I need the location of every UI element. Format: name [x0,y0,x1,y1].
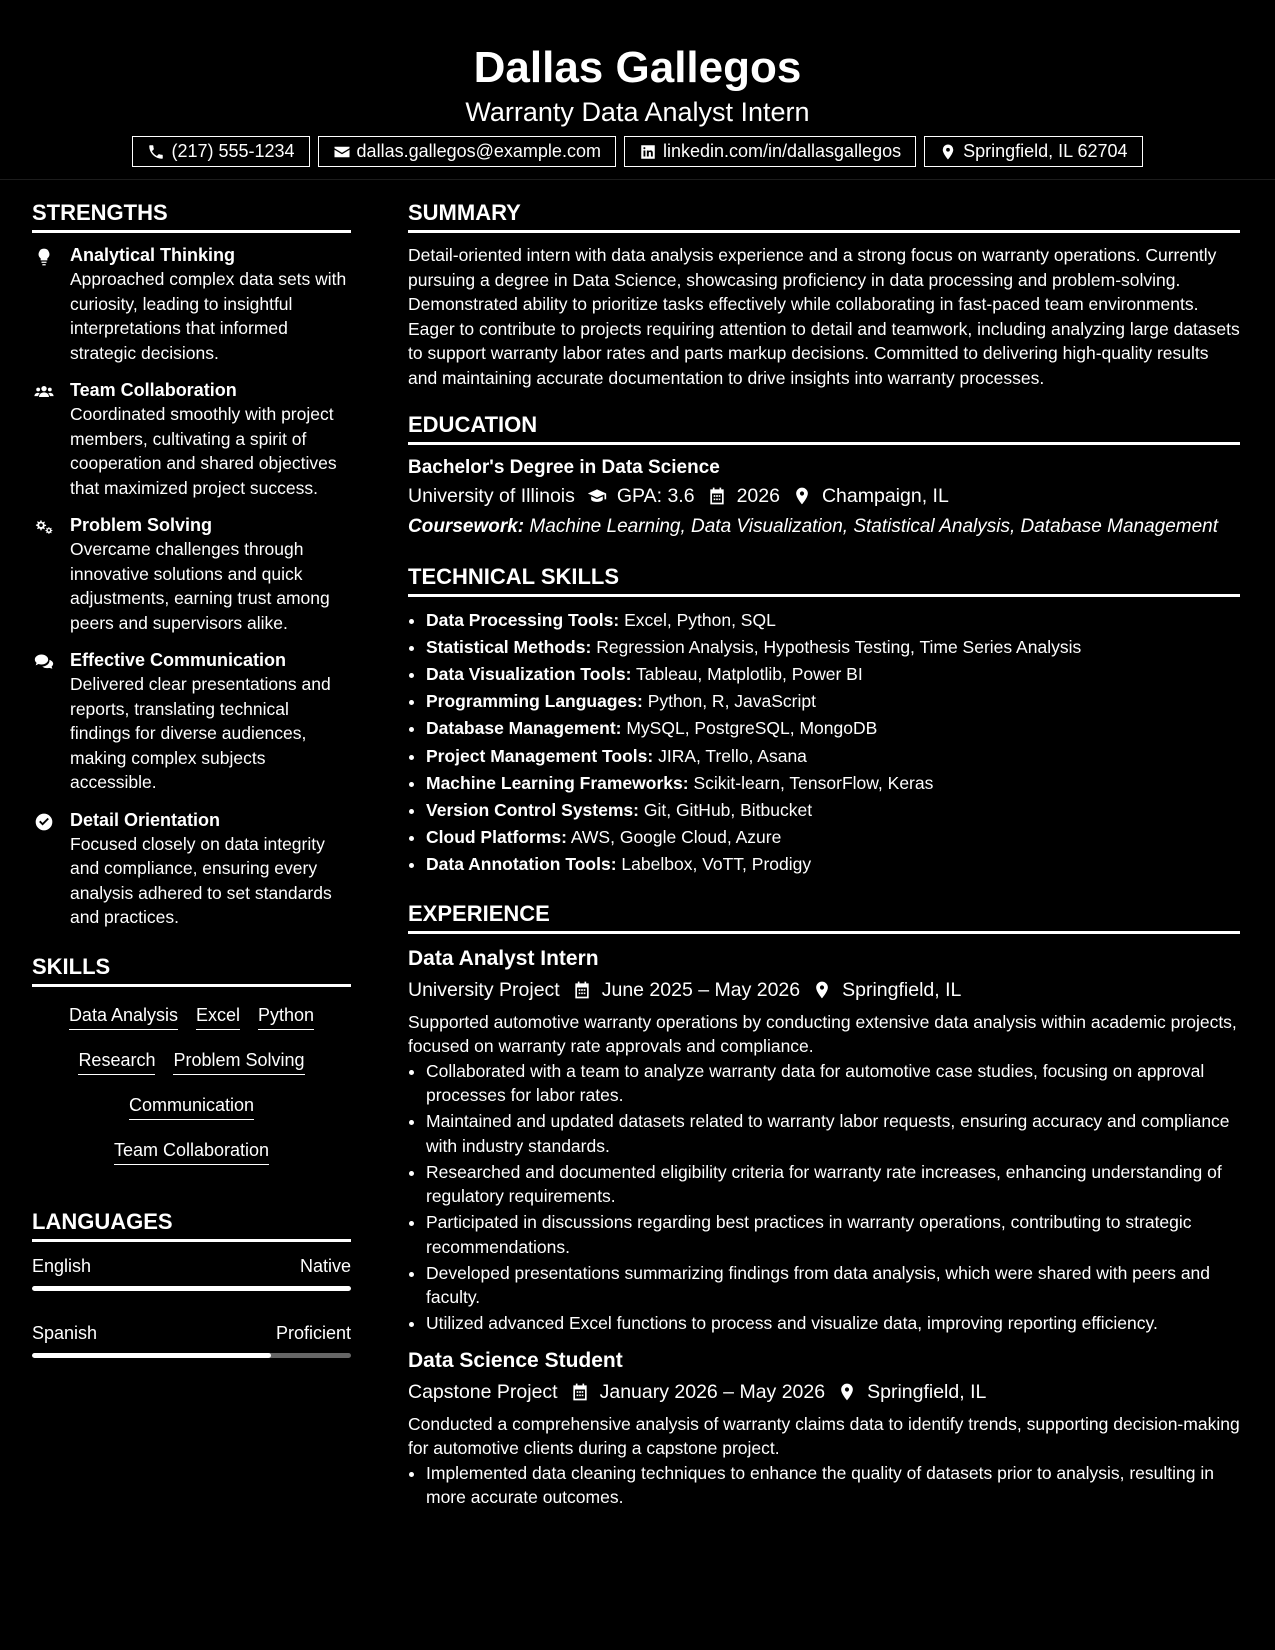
linkedin-icon [639,143,657,161]
linkedin-text: linkedin.com/in/dallasgallegos [662,141,902,161]
strength-item [32,808,351,930]
phone-icon [147,143,165,161]
strengths-heading: STRENGTHS [32,198,351,233]
list-item: • Data Annotation Tools: Labelbox, VoTT, Prodigy [426,851,1240,878]
language-name: English [32,1255,92,1276]
map-pin-icon [812,980,832,1000]
left-column [32,198,351,1380]
education-heading: EDUCATION [408,410,1240,445]
list-item: • Data Visualization Tools: Tableau, Matplotlib, Power BI [426,661,1240,688]
skill-tag: Research [78,1048,155,1075]
strength-title: Detail Orientation [70,809,221,830]
map-pin-icon [939,143,957,161]
language-level: Proficient [275,1322,351,1343]
language-proficiency-fill [32,1286,351,1291]
experience-entry [408,944,1240,1336]
list-item: • Statistical Methods: Regression Analysis, Hypothesis Testing, Time Series Analysis [426,634,1240,661]
coursework-label: Coursework: [408,516,525,537]
job-title: Data Science Student [408,1348,623,1372]
languages-heading: LANGUAGES [32,1207,351,1242]
strength-title: Effective Communication [70,650,287,670]
language-proficiency-bar [32,1353,351,1358]
resume-header [0,0,1275,180]
summary-heading: SUMMARY [408,198,1240,233]
list-item: • Utilized advanced Excel functions to process and visualize data, improving reporting efficiency. [426,1311,1240,1336]
location-text: Springfield, IL 62704 [963,141,1128,161]
contact-email[interactable] [318,136,616,167]
strength-item [32,648,351,795]
skills-list [32,997,351,1165]
calendar-icon [570,1382,590,1402]
skill-tag: Communication [129,1093,254,1120]
strength-desc: Coordinated smoothly with project members, cultivating a spirit of cooperation and shared objectives that maximized project success. [70,404,337,498]
strength-desc: Delivered clear presentations and reports, translating technical findings for diverse audiences, making complex subjects accessible. [70,674,331,792]
email-text: dallas.gallegos@example.com [356,141,601,161]
candidate-headline: Warranty Data Analyst Intern [465,97,810,127]
check-circle-icon [34,812,54,832]
education-coursework [408,515,1240,540]
education-year: 2026 [736,485,780,507]
strength-item [32,378,351,500]
language-proficiency-fill [32,1353,271,1358]
calendar-icon [572,980,592,1000]
job-description: Conducted a comprehensive analysis of warranty claims data to identify trends, supporting decision-making for automotive clients during a capstone project. [408,1413,1240,1459]
graduation-cap-icon [587,486,607,506]
list-item: • Database Management: MySQL, PostgreSQL, MongoDB [426,715,1240,742]
education-location: Champaign, IL [821,485,949,507]
list-item: • Researched and documented eligibility criteria for warranty rate increases, enhancing understanding of regulatory requirements. [426,1160,1240,1209]
list-item: • Developed presentations summarizing findings from data analysis, which were shared with peers and faculty. [426,1261,1240,1310]
language-proficiency-bar [32,1286,351,1291]
right-column [408,198,1240,1520]
job-meta [408,974,1240,1006]
skill-tag: Problem Solving [173,1048,304,1075]
job-description: Supported automotive warranty operations by conducting extensive data analysis within academic projects, focused on warranty rate approvals and compliance. [408,1011,1237,1057]
job-bullets [408,1059,1240,1336]
list-item: • Participated in discussions regarding best practices in warranty operations, contributing to strategic recommendations. [426,1210,1240,1259]
list-item: • Data Processing Tools: Excel, Python, SQL [426,607,1240,634]
job-dates: January 2026 – May 2026 [599,1380,826,1403]
lightbulb-icon [34,247,54,267]
gears-icon [34,517,54,537]
list-item: • Version Control Systems: Git, GitHub, Bitbucket [426,797,1240,824]
job-title: Data Analyst Intern [408,946,599,970]
strength-title: Problem Solving [70,515,213,535]
comments-icon [34,652,54,672]
job-org: University Project [408,978,560,1001]
technical-skills-list [408,607,1240,879]
contact-location[interactable] [924,136,1142,167]
strength-item [32,243,351,365]
language-item [32,1254,351,1291]
list-item: • Maintained and updated datasets related to warranty labor requests, ensuring accuracy and compliance with industry standards. [426,1109,1240,1158]
contact-bar [0,136,1275,167]
list-item: • Programming Languages: Python, R, JavaScript [426,688,1240,715]
job-dates: June 2025 – May 2026 [601,978,801,1001]
language-item [32,1321,351,1358]
map-pin-icon [792,486,812,506]
coursework-text: Machine Learning, Data Visualization, Statistical Analysis, Database Management [529,516,1219,537]
users-icon [34,382,54,402]
job-org: Capstone Project [408,1380,558,1403]
strength-desc: Approached complex data sets with curiosity, leading to insightful interpretations that informed strategic decisions. [70,269,347,363]
strength-desc: Overcame challenges through innovative solutions and quick adjustments, earning trust among peers and supervisors alike. [70,539,330,633]
job-meta [408,1376,1240,1408]
candidate-name: Dallas Gallegos [473,43,802,92]
education-meta [408,481,1240,511]
strength-title: Team Collaboration [70,380,237,400]
strength-item [32,513,351,635]
list-item: • Project Management Tools: JIRA, Trello, Asana [426,743,1240,770]
contact-phone[interactable] [132,136,309,167]
envelope-icon [333,143,351,161]
education-school: University of Illinois [408,485,575,507]
skill-tag: Excel [196,1003,240,1030]
education-gpa: GPA: 3.6 [616,485,695,507]
language-name: Spanish [32,1322,98,1343]
job-location: Springfield, IL [842,978,962,1001]
experience-heading: EXPERIENCE [408,899,1240,934]
job-location: Springfield, IL [867,1380,987,1403]
skill-tag: Team Collaboration [114,1138,269,1165]
phone-text: (217) 555-1234 [171,141,295,161]
skills-heading: SKILLS [32,952,351,987]
list-item: • Machine Learning Frameworks: Scikit-learn, TensorFlow, Keras [426,770,1240,797]
job-bullets [408,1461,1240,1510]
summary-text: Detail-oriented intern with data analysis experience and a strong focus on warranty operations. Currently pursuing a degree in Data Science, showcasing proficiency in data processing and problem-solving. Demonstrated ability to prioritize tasks effectively while collaborating in fast-paced team environments. Eager to contribute to projects requiring attention to detail and teamwork, including analyzing large datasets to support warranty labor rates and parts markup decisions. Committed to delivering high-quality results and maintaining accurate documentation to drive insights into warranty processes. [408,245,1240,388]
map-pin-icon [837,1382,857,1402]
strength-desc: Focused closely on data integrity and compliance, ensuring every analysis adhered to set standards and practices. [70,833,332,927]
contact-linkedin[interactable] [624,136,916,167]
list-item: • Implemented data cleaning techniques to enhance the quality of datasets prior to analysis, resulting in more accurate outcomes. [426,1461,1240,1510]
skill-tag: Data Analysis [69,1003,178,1030]
language-level: Native [299,1255,351,1276]
strength-title: Analytical Thinking [70,245,236,265]
experience-entry [408,1346,1240,1510]
calendar-icon [707,486,727,506]
list-item: • Collaborated with a team to analyze warranty data for automotive case studies, focusing on approval processes for labor rates. [426,1059,1240,1108]
technical-skills-heading: TECHNICAL SKILLS [408,562,1240,597]
skill-tag: Python [258,1003,314,1030]
list-item: • Cloud Platforms: AWS, Google Cloud, Azure [426,824,1240,851]
education-degree: Bachelor's Degree in Data Science [408,457,720,478]
